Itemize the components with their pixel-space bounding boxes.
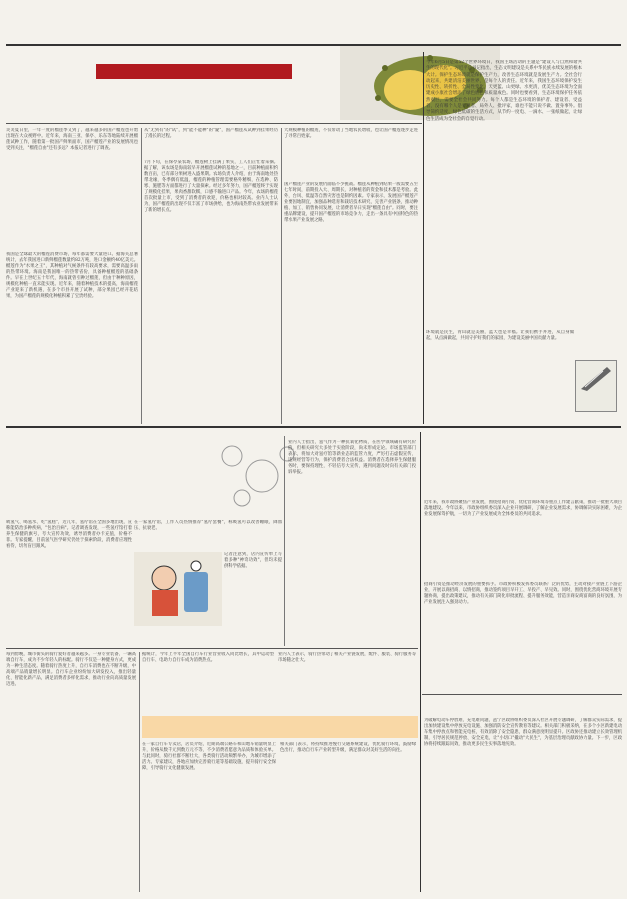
masthead-rule: [6, 44, 621, 46]
column-divider: [423, 52, 424, 424]
lead-col-2: 从"无到有"的"试"，到"能不能种"的"疑"，国产榴莲从试种到挂果经历了漫长的过程。: [144, 128, 278, 139]
column-body-1: 今年6月5日是第52个世界环境日，我国主场活动的主题是"建设人与自然和谐共生的现代化"。习近平总书记指出，生态文明建设是关系中华民族永续发展的根本大计。保护生态环境就是保护生产力，改善生态环境就是发展生产力。全社会行动起来，共建清洁美丽世界，是每个人的责任。近年来，我国生态环境保护发生历史性、转折性、全局性变化，天更蓝、山更绿、水更清，优美生态环境为全面建成小康社会增添了绿色底色和质量成色。同时也要看到，生态环境保护任务依然艰巨，需要全社会共同努力。每个人都是生态环境的保护者、建设者、受益者，没有哪个人是旁观者、局外人、批评家，谁也不能只说不做、置身事外。倡导简约适度、绿色低碳的生活方式，从节约一度电、一滴水、一张纸做起，让绿色生活成为全社会的自觉行动。: [426, 60, 582, 122]
bike-col-4: 在一家自行车专卖店，店员介绍，近期高端公路车和山地车销量明显上升，价格从数千元到数万元不等，不少消费者愿意为品质和体验买单。与此同时，骑行社群不断壮大，各类骑行活动频繁举办，为城市增添了活力。专家建议，各地应加快完善骑行道等基础设施，提升骑行安全保障，引导骑行文化健康发展。: [142, 742, 276, 771]
hydrogen-divider: [284, 436, 285, 646]
masthead: [0, 0, 627, 46]
bike-col-5: 相关部门表示，将持续推进慢行交通系统建设，优化骑行环境，鼓励绿色出行，推动自行车产业转型升级，满足群众对美好生活的向往。: [280, 742, 416, 753]
column-seal: [575, 360, 617, 412]
lead-col-2b: 7月下旬，在保亭某农场，榴莲树上挂满了果实，工人们正忙着采摘。据了解，该农场是海南较早开展榴莲试种的基地之一，目前种植面积约数百亩，已有部分果树进入盛果期。农场负责人介绍，由于海南地处热带北缘，冬季偶有低温，榴莲的种植管理需要格外精细，在选种、防寒、施肥等方面都进行了大量探索。经过多年努力，国产榴莲终于实现了规模化挂果，果肉香甜软糯，口感不输进口产品。今年，农场的榴莲首次批量上市，受到了消费者的欢迎，价格也相对较高。业内人士认为，国产榴莲的出现不仅丰富了市场供给，也为海南热带农业发展带来了新的增长点。: [144, 160, 278, 213]
lead-col-3b: 国产榴莲产业的发展仍面临不少挑战。榴莲从种植到结果一般需要五至七年时间，前期投入大、周期长，对种植者的资金和技术都是考验。此外，台风、低温等自然灾害也是制约因素。专家表示，发展国产榴莲产业要因地制宜，加强品种选育和栽培技术研究，完善产业链条，推动种植、加工、销售协同发展，让消费者早日实现"榴莲自由"。同时，要注重品牌建设，提升国产榴莲的市场竞争力，走出一条具有中国特色的热带水果产业发展之路。: [284, 182, 418, 223]
lead-col-3: 大规模种植的榴莲，不仅带动了当地农民增收，也让国产榴莲逐步走进了寻常百姓家。: [284, 128, 418, 139]
lead-col-divider-2: [281, 128, 282, 424]
section-rule-3: [422, 694, 622, 695]
bike-divider-1: [139, 652, 140, 892]
bike-left-col: 每到傍晚，城市街头的骑行爱好者越来越多。一身专业装备、一辆高端自行车，成为不少年轻人的标配。骑行不仅是一种健身方式，更成为一种生活态度。随着骑行热度上升，自行车消费也在不断升级，中高端产品销量增长明显。自行车企业纷纷加大研发投入，推出轻量化、智能化新产品，满足消费者多样化需求，推动行业向高质量发展迈进。: [6, 652, 136, 687]
lead-title-rule: [6, 123, 422, 124]
feather-pen-icon: [577, 363, 615, 393]
lead-kicker-band: [96, 64, 292, 79]
ebike-col: 为破解电动车停放难、充电难问题，邕宁区政协组织委员深入社区开展专题调研，了解群众实际需求，提出加快建设集中停放充电设施、加强消防安全宣传教育等建议。相关部门积极采纳，在多个小区新建电动车集中停放点和智能充电桩，有效消除了安全隐患，群众满意度明显提升。区政协还推动建立长效管理机制，引导居民规范停放、安全充电，让"小切口"撬动"大民生"，为基层治理贡献政协力量。下一步，区政协将持续跟踪问效，推动更多民生实事落地见效。: [424, 718, 622, 747]
bike-title-band: [142, 716, 418, 738]
industry-col-1: 近年来，我市政协聚焦产业发展，围绕招商引资、优化营商环境等重点工作建言献策，推动一批重大项目落地建设。今年以来，市政协组织委员深入企业开展调研，了解企业发展需求，协调解决实际困难，为企业发展保驾护航，一切为了产业发展成为全体委员的共同追求。: [424, 500, 622, 517]
column-body-2: 环境就是民生，青山就是美丽，蓝天也是幸福。让我们携手并进，从自身做起，从点滴做起，共同守护好我们的家园，为建设美丽中国贡献力量。: [426, 330, 574, 341]
section-rule-1: [6, 426, 621, 428]
hydrogen-col-2: 在一家氢疗馆，工作人员热情推荐"氢疗套餐"，称吸氢可以改善睡眠、降血压、抗衰老。: [134, 520, 282, 531]
lead-col-1b: 我国是全球最大的榴莲消费市场，每年都需要大量进口。据海关总署统计，去年我国进口新鲜榴莲数量约82万吨，进口金额约40亿美元。榴莲作为"水果之王"，其种植对气候条件有较高要求，需要高温多雨的热带环境。海南是我国唯一的热带省份，具备种植榴莲的基础条件。早在上世纪五十年代，海南就曾引种过榴莲，但由于种种原因，规模化种植一直未能实现。近年来，随着种植技术的提高，海南榴莲产业迎来了新机遇，在多个市县开展了试种，部分果园已经开花结果，为国产榴莲的规模化种植积累了宝贵经验。: [6, 252, 138, 299]
bike-col-3: 业内人士表示，骑行热带动了相关产业链发展，配件、服装、骑行服务等市场随之壮大。: [278, 652, 416, 663]
hydrogen-col-1: 吸氢气、喝氢水、吃"氢糕"，近几年，氢疗馆在全国多地出现，宣称能防治多种疾病，"包治百病"。记者调查发现，一些氢疗馆打着养生保健的旗号，夸大宣传功效，诱导消费者办卡充值，价格不菲。专家提醒，目前氢气医学研究仍处于探索阶段，消费者应理性看待，切勿盲目跟风。: [6, 520, 132, 549]
hydrogen-cartoon: [134, 552, 222, 626]
section-rule-2: [6, 648, 418, 649]
lead-col-1: 炎炎夏日里，一年一度的榴莲季又到了，越来越多的国产榴莲也开始出现在大众视野中。近年来，海南三亚、保亭、乐东等地陆续开展榴莲试种工作，随着第一批国产鲜果面市，国产榴莲产业的发展情况也受到关注，"榴莲自由"还有多远？本报记者进行了调查。: [6, 128, 138, 151]
industry-divider: [420, 432, 421, 892]
hydrogen-col-3: 业内人士指出，氢气作为一种抗氧化物质，在医学领域确有研究价值，但相关研究大多处于实验阶段，尚未形成定论。市场监管部门表示，将加大对氢疗馆等新业态的监管力度，严厉打击虚假宣传、违规经营等行为，保护消费者合法权益。消费者在选择养生保健服务时，要保持理性，不轻信夸大宣传，遇到问题及时向有关部门投诉举报。: [288, 440, 416, 475]
hydrogen-col-2b: 记者注意到，店内宣传单上写着多种"神奇功效"，但均未提供科学依据。: [224, 552, 282, 569]
industry-col-2: 招商引资是推动经济发展的重要抓手。市政协积极发挥委员联系广泛的优势，主动对接产业链上下游企业，开展以商招商、以情招商，推动签约项目早开工、早投产、早见效。同时，围绕优化营商环境开展专题协商，提出政策建议，推动有关部门简化审批流程、提升服务效能，营造亲商安商富商的良好氛围，为产业发展注入强劲动力。: [424, 582, 622, 605]
bike-col-2: 据统计，今年上半年全国自行车行业营业收入同比增长，其中运动型自行车、电助力自行车成为消费热点。: [142, 652, 274, 663]
lead-col-divider-1: [141, 128, 142, 424]
